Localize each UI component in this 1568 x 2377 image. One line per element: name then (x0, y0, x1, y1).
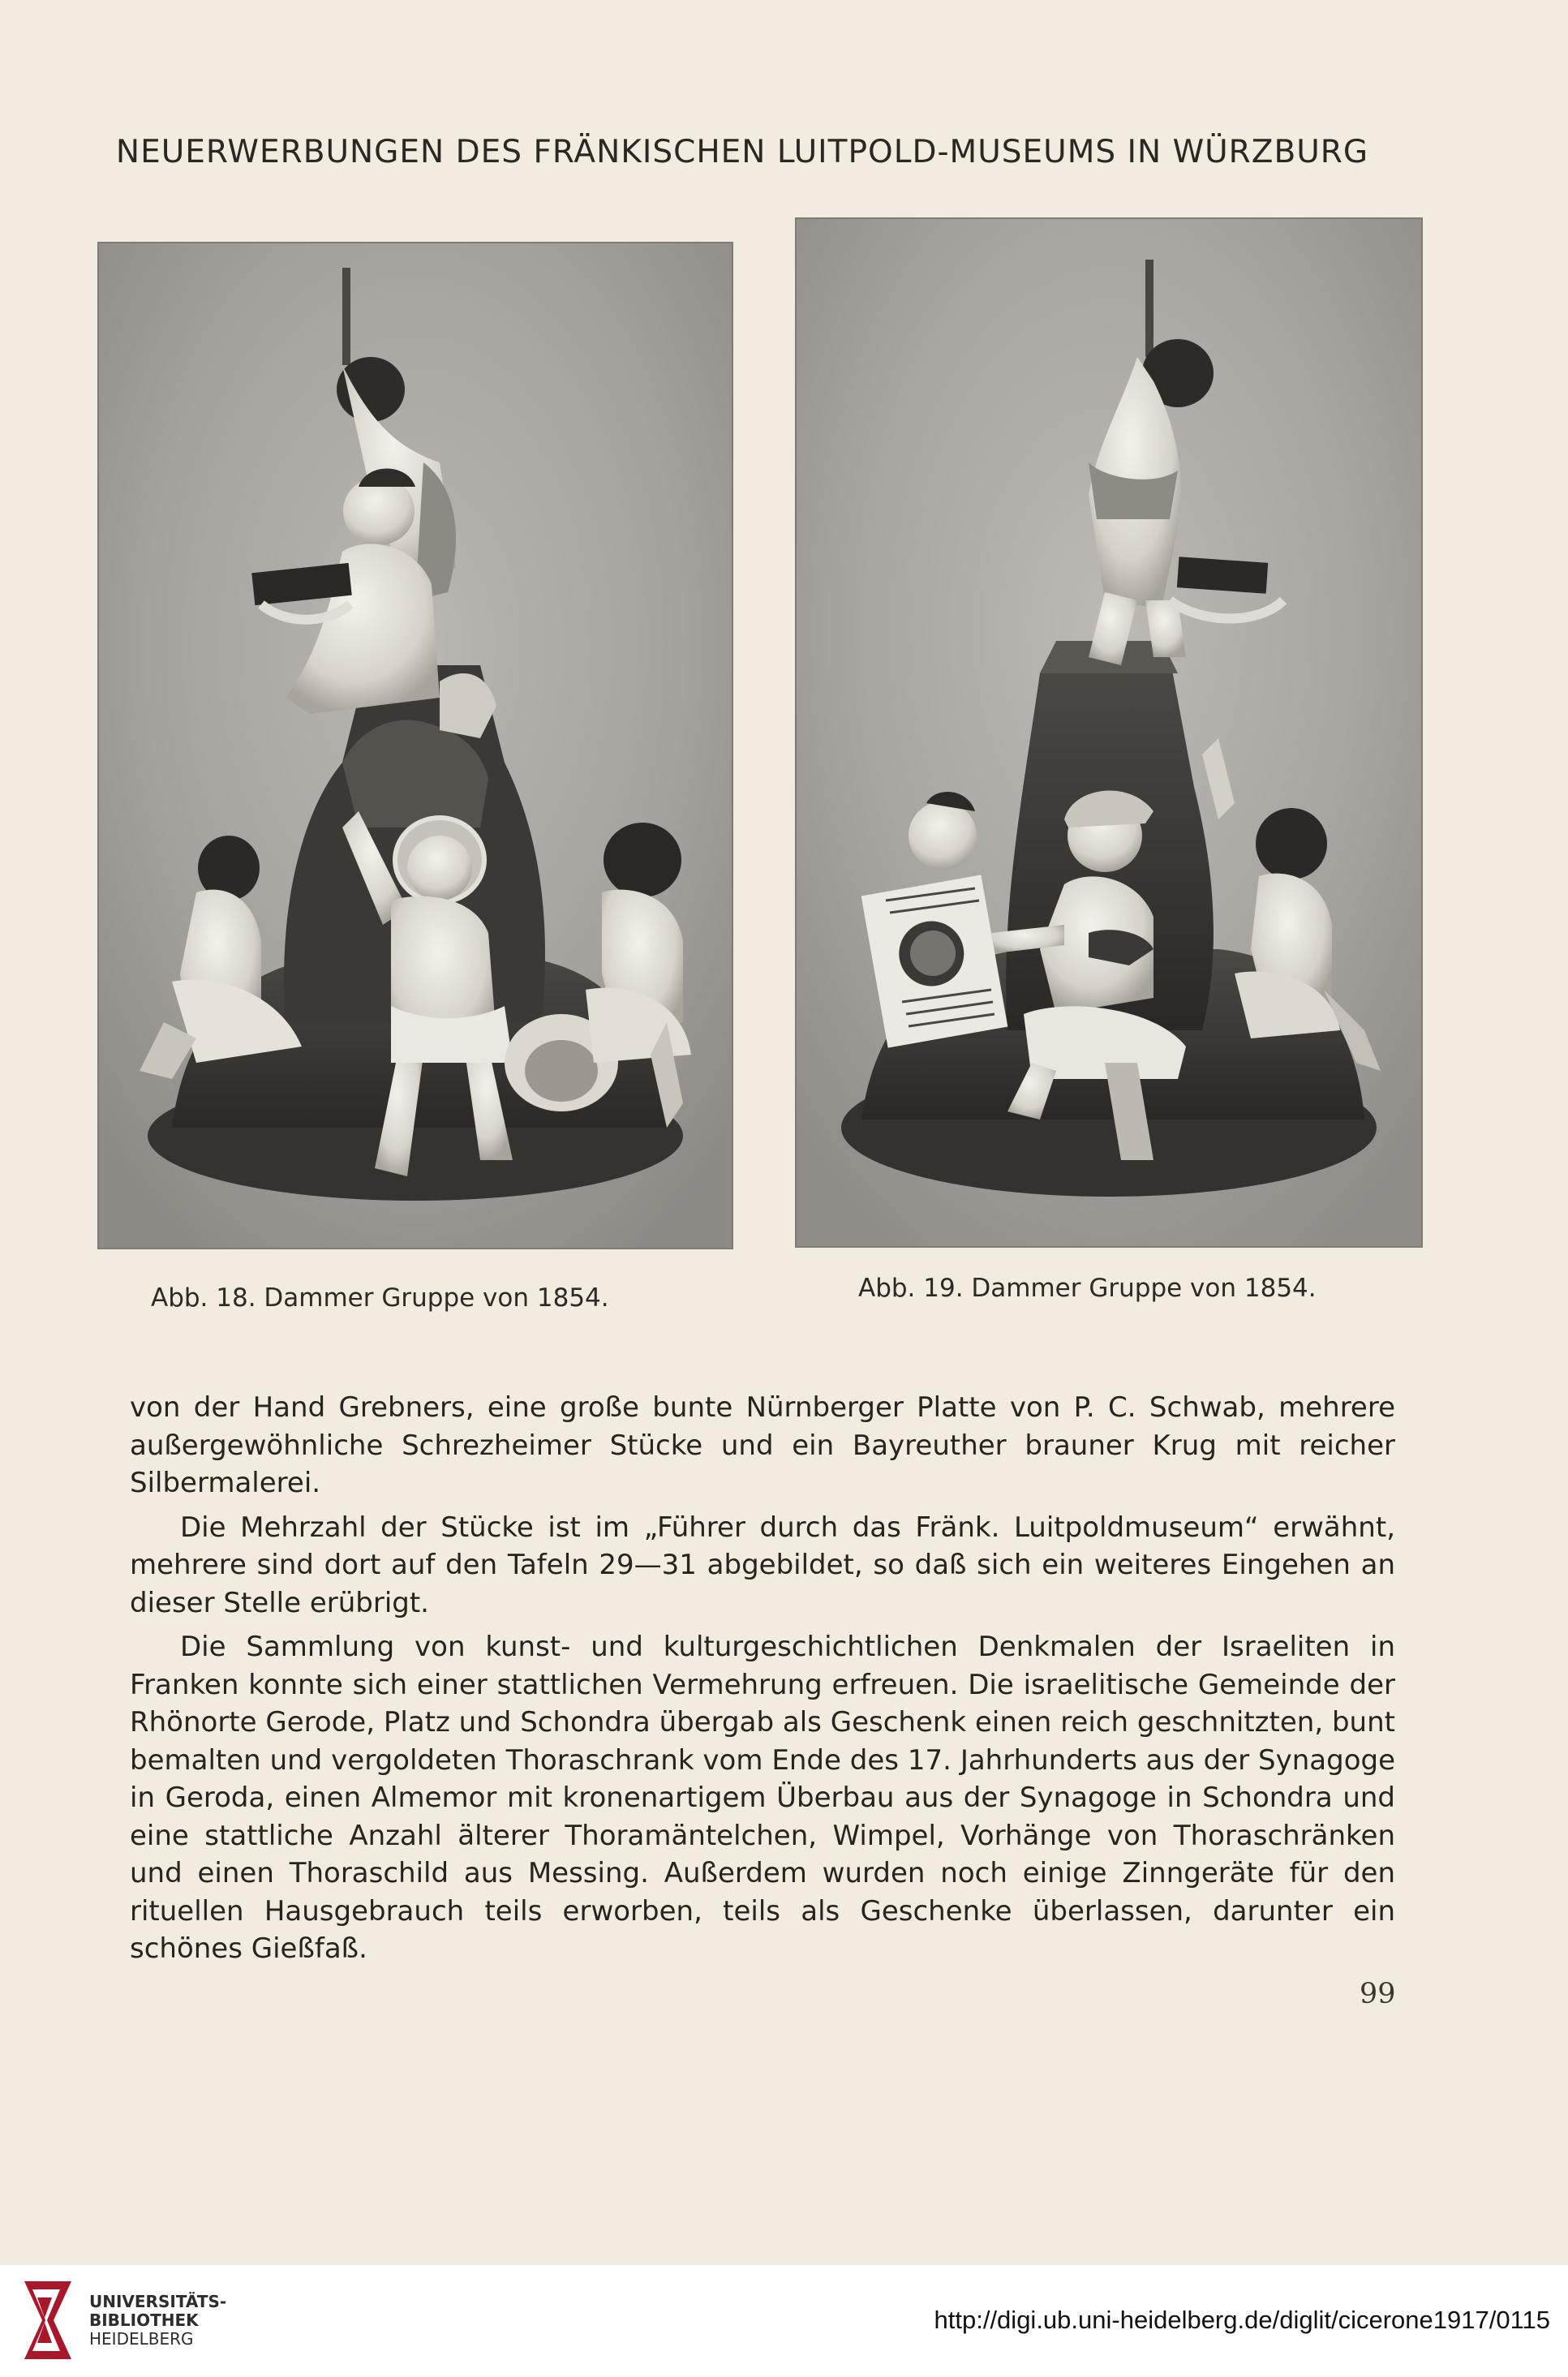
library-name-line: UNIVERSITÄTS- (89, 2292, 227, 2311)
figure-19-photo (795, 217, 1423, 1248)
paragraph: Die Mehrzahl der Stücke ist im „Führer durch das Fränk. Luitpoldmuseum“ erwähnt, mehrere sind dort auf den Tafeln 29—31 abgebildet, so daß sich ein weiteres Eingehen an dieser Stelle erübrigt. (130, 1511, 1395, 1619)
library-name-line: BIBLIOTHEK (89, 2310, 199, 2330)
porcelain-group-back-image (797, 219, 1421, 1246)
university-library-logo-icon (21, 2276, 78, 2364)
porcelain-group-front-image (99, 243, 732, 1248)
library-footer (0, 2265, 1568, 2377)
page-number: 99 (1360, 1978, 1396, 2010)
paragraph: Die Sammlung von kunst- und kulturgeschichtlichen Denkmalen der Israeliten in Franken konnte sich einer stattlichen Vermehrung erfreuen. Die israelitische Gemeinde der Rhönorte Gerode, Platz und Schondra übergab als Geschenk einen reich geschnitzten, bunt bemalten und vergoldeten Thoraschrank vom Ende des 17. Jahrhunderts aus der Synagoge in Geroda, einen Almemor mit kronenartigem Überbau aus der Synagoge in Schondra und eine stattliche Anzahl älterer Thoramäntelchen, Wimpel, Vorhänge von Thoraschränken und einen Thoraschild aus Messing. Außerdem wurden noch einige Zinngeräte für den rituellen Hausgebrauch teils erworben, teils als Geschenke überlassen, darunter ein schönes Gießfaß. (130, 1631, 1395, 1965)
library-name (89, 2293, 226, 2349)
figure-19-caption: Abb. 19. Dammer Gruppe von 1854. (858, 1274, 1317, 1303)
running-head: NEUERWERBUNGEN DES FRÄNKISCHEN LUITPOLD-MUSEUMS IN WÜRZBURG (115, 134, 1369, 170)
figure-18-caption: Abb. 18. Dammer Gruppe von 1854. (151, 1283, 609, 1313)
paragraph-continued: von der Hand Grebners, eine große bunte Nürnberger Platte von P. C. Schwab, mehrere außergewöhnliche Schrezheimer Stücke und ein Bayreuther brauner Krug mit reicher Silbermalerei. (130, 1391, 1395, 1499)
library-name-line: HEIDELBERG (89, 2329, 194, 2349)
body-text (130, 1389, 1395, 1975)
figure-18-photo (97, 242, 733, 1249)
source-url-link[interactable]: http://digi.ub.uni-heidelberg.de/diglit/cicerone1917/0115 (934, 2306, 1550, 2334)
